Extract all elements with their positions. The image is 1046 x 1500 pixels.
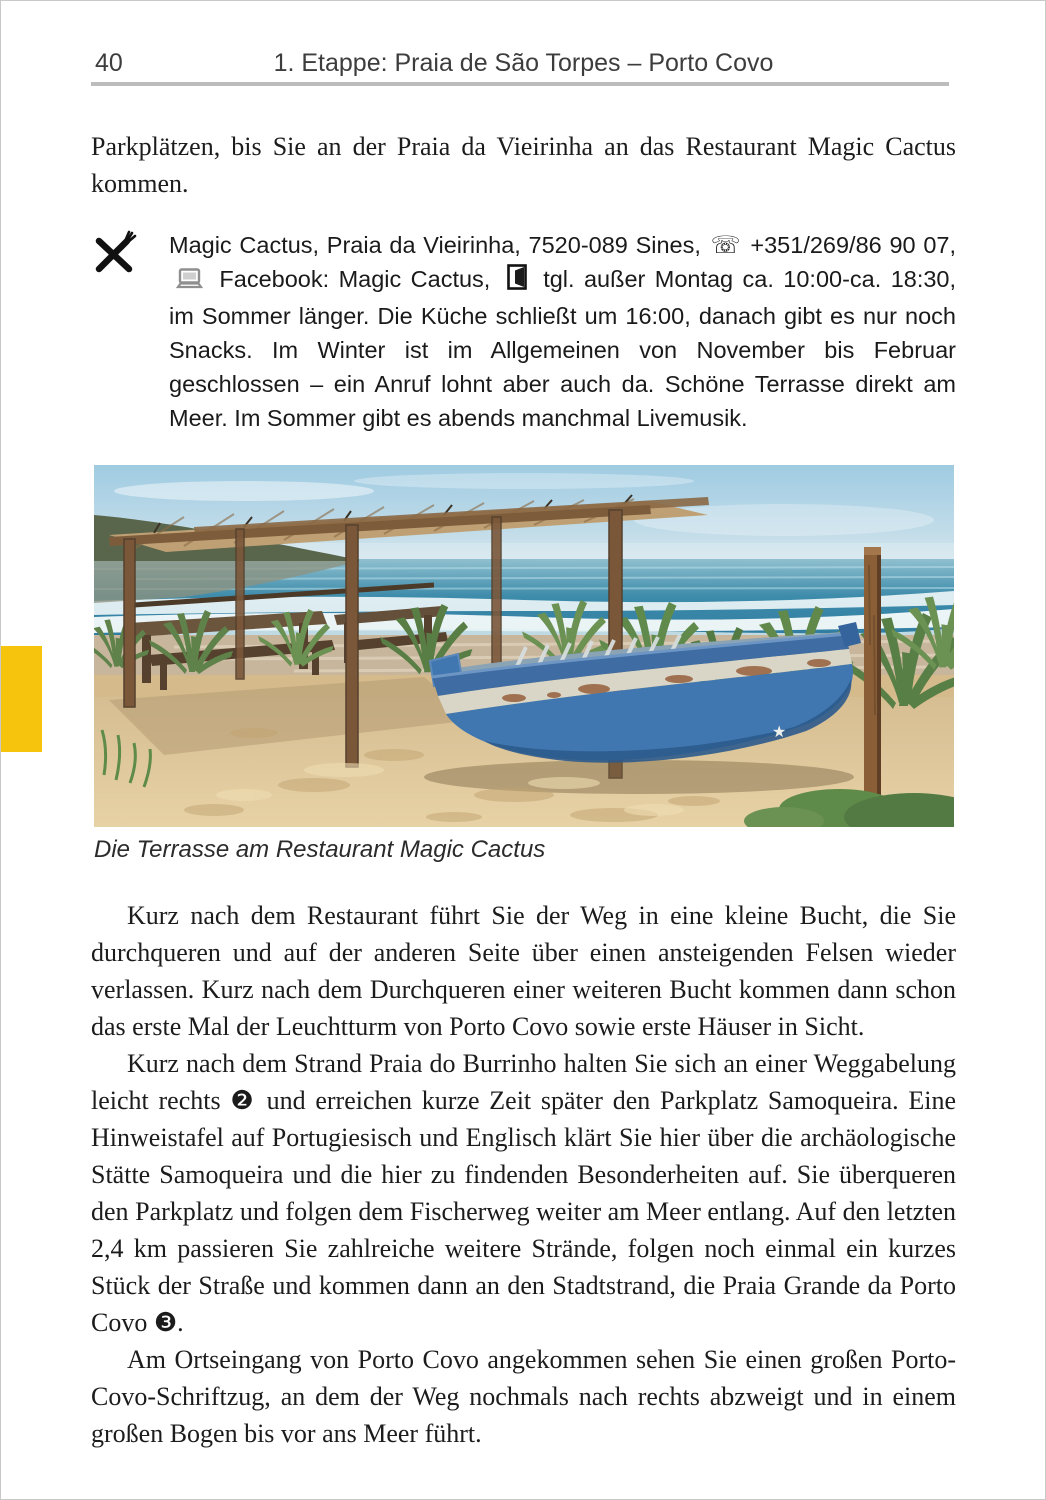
restaurant-facebook: Facebook: Magic Cactus,	[219, 266, 491, 292]
restaurant-phone: +351/269/86 90 07,	[750, 232, 956, 258]
photo-caption: Die Terrasse am Restaurant Magic Cactus	[94, 836, 546, 863]
restaurant-icon	[91, 228, 169, 435]
paragraph: Kurz nach dem Restaurant führt Sie der Weg in eine kleine Bucht, die Sie durchqueren und auf der anderen Seite über einen ansteigenden Felsen wieder verlassen. Kurz nach dem Durchqueren einer weiteren Bucht kommen dann schon das erste Mal der Leuchtturm von Porto Covo sowie erste Häuser in Sicht.	[91, 901, 956, 1041]
svg-text:★: ★	[772, 722, 787, 741]
body-text	[91, 897, 956, 1452]
beach-photo	[94, 465, 954, 827]
phone-icon: ☏	[710, 231, 741, 259]
paragraph: Kurz nach dem Strand Praia do Burrinho halten Sie sich an einer Weggabelung leicht rechts ❷ und erreichen kurze Zeit später den Parkplatz Samoqueira. Eine Hinweistafel auf Portugiesisch und Englisch klärt Sie hier über die archäologische Stätte Samoqueira und die hier zu findenden Besonderheiten auf. Sie überqueren den Parkplatz und folgen dem Fischerweg weiter am Meer entlang. Auf den letzten 2,4 km passieren Sie zahlreiche weitere Strände, folgen noch einmal ein kurzes Stück der Straße und kommen dann an den Stadtstrand, die Praia Grande da Porto Covo ❸.	[91, 1049, 956, 1337]
restaurant-info-box	[91, 228, 956, 435]
page-header	[91, 49, 956, 79]
header-rule	[91, 82, 949, 86]
yellow-edge-tab	[1, 646, 42, 752]
paragraph: Am Ortseingang von Porto Covo angekommen sehen Sie einen großen Porto-Covo-Schriftzug, an dem der Weg nochmals nach rechts abzweigt und in einem großen Bogen bis vor ans Meer führt.	[91, 1345, 956, 1448]
computer-icon	[176, 265, 203, 299]
page-number: 40	[95, 49, 123, 77]
restaurant-details	[169, 228, 956, 435]
intro-paragraph: Parkplätzen, bis Sie an der Praia da Vieirinha an das Restaurant Magic Cactus kommen.	[91, 132, 956, 198]
open-door-icon	[507, 264, 527, 299]
restaurant-address: Magic Cactus, Praia da Vieirinha, 7520-089 Sines,	[169, 232, 701, 258]
restaurant-hours: tgl. außer Montag ca. 10:00-ca. 18:30, im Sommer länger. Die Küche schließt um 16:00, danach gibt es nur noch Snacks. Im Winter ist im Allgemeinen von November bis Februar geschlossen – ein Anruf lohnt aber auch da. Schöne Terrasse direkt am Meer. Im Sommer gibt es abends manchmal Livemusik.	[169, 266, 957, 431]
chapter-title: 1. Etappe: Praia de São Torpes – Porto Covo	[273, 49, 774, 77]
